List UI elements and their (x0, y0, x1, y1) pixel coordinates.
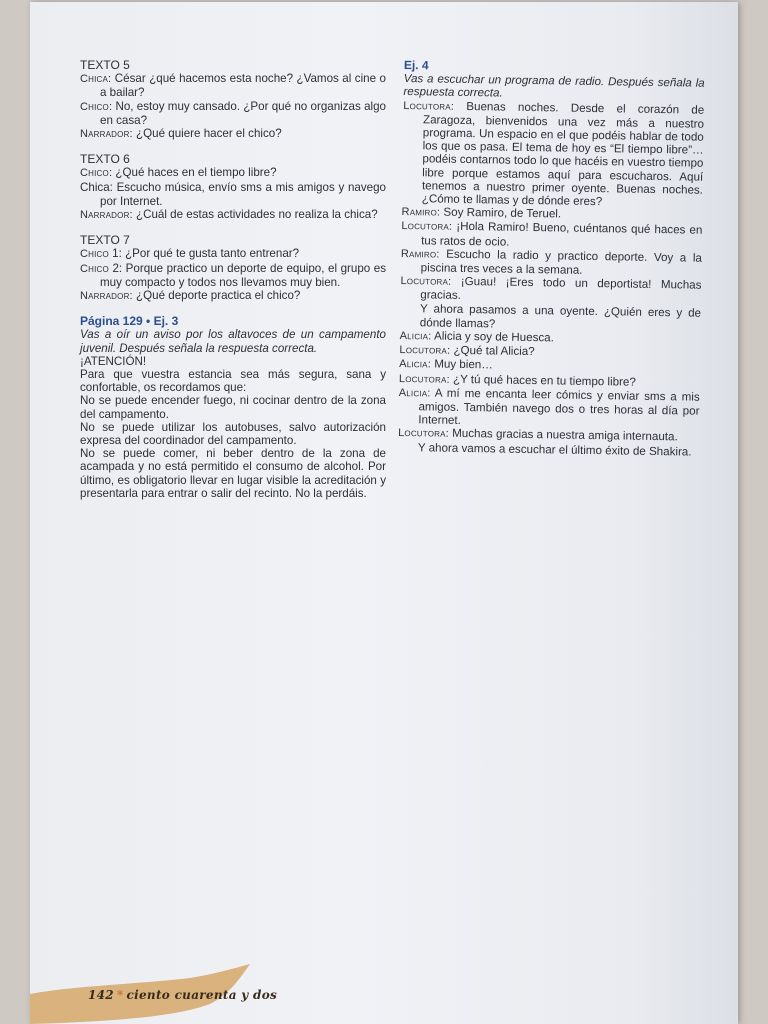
left-column (80, 59, 386, 512)
paragraph: No se puede encender fuego, ni cocinar dentro de la zona del campamento. (80, 394, 386, 421)
line-text: Escucho la radio y practico deporte. Voy a la piscina tres veces a la semana. (420, 247, 703, 277)
texto-6-block (80, 153, 386, 222)
star-icon: * (116, 988, 124, 1002)
pagina-129-block (80, 315, 386, 500)
line-text: Soy Ramiro, de Teruel. (440, 205, 562, 221)
paragraph: No se puede utilizar los autobuses, salvo autorización expresa del coordinador del campamento. (80, 420, 386, 448)
line-text: No, estoy muy cansado. ¿Por qué no organizas algo en casa? (100, 99, 386, 127)
exercise-4-title: Ej. 4 (403, 58, 429, 73)
line-text: Alicia y soy de Huesca. (431, 329, 554, 345)
speaker-label: Chico: (80, 100, 113, 113)
line-text: Buenas noches. Desde el corazón de Zaragoza, bienvenidos una vez más a nuestro programa. Un espacio en el que podéis hablar de todo los que os pasa. El tema de hoy es “El tiempo libre”… podéis contarnos todo lo que hacéis en vuestro tiempo libre porque estamos aquí para escucharos. Aquí tenemos a nuestro primer oyente. Buenas noches. ¿Cómo te llamas y de dónde eres? (421, 99, 705, 209)
dialogue-line (80, 289, 386, 303)
speaker-label: Locutora: (398, 427, 450, 441)
line-text: A mí me encanta leer cómics y enviar sms a mis amigos. También navego dos o tres horas al día por Internet. (418, 386, 700, 428)
line-text: ¡Guau! ¡Eres todo un deportista! Muchas gracias. (420, 275, 702, 303)
line-text: ¿Qué quiere hacer el chico? (132, 127, 282, 141)
dialogue-line (80, 208, 386, 222)
dialogue-line (398, 386, 700, 431)
line-text: ¿Qué deporte practica el chico? (132, 289, 301, 303)
line-text: ¡Hola Ramiro! Bueno, cuéntanos qué haces en tus ratos de ocio. (421, 220, 703, 249)
line-text: Y ahora pasamos a una oyente. ¿Quién eres y de dónde llamas? (419, 301, 702, 331)
dialogue-line (80, 100, 386, 127)
speaker-label: Locutora: (400, 275, 452, 289)
page-footer (88, 988, 277, 1002)
dialogue-line (80, 72, 386, 99)
speaker-label: Ramiro: (400, 247, 440, 261)
texto-5-block (80, 59, 386, 141)
line-text: Chica: Escucho música, envío sms a mis amigos y navego por Internet. (80, 180, 386, 208)
dialogue-line (80, 262, 386, 289)
dialogue-line (80, 166, 386, 180)
line-text: ¿Y tú qué haces en tu tiempo libre? (449, 372, 636, 389)
exercise-4-instruction: Vas a escuchar un programa de radio. Después señala la respuesta correcta. (403, 72, 705, 100)
line-text: Muchas gracias a nuestra amiga internauta. (448, 427, 678, 444)
speaker-label: Locutora: (403, 99, 455, 113)
speaker-label: Alicia: (399, 330, 432, 343)
exercise-3-instruction: Vas a oír un aviso por los altavoces de un campamento juvenil. Después señala la respuesta correcta. (80, 328, 386, 355)
line-text: ¿Qué haces en el tiempo libre? (112, 166, 277, 180)
dialogue-line (80, 127, 386, 141)
line-text: 1: ¿Por qué te gusta tanto entrenar? (108, 247, 300, 261)
speaker-label: Locutora: (401, 220, 453, 234)
dialogue-line (80, 181, 386, 208)
line-text: 2: Porque practico un deporte de equipo, el grupo es muy compacto y todos nos llevamos muy bien. (100, 261, 386, 289)
right-column (398, 59, 705, 460)
speaker-label: Chico (80, 262, 109, 275)
speaker-label: Locutora: (399, 344, 451, 358)
speaker-label: Alicia: (398, 386, 431, 400)
texto-7-block (80, 234, 386, 303)
speaker-label: Chica: (80, 73, 112, 86)
paragraph: No se puede comer, ni beber dentro de la zona de acampada y no está permitido el consumo de alcohol. Por último, es obligatorio llevar en lugar visible la acreditación y presentarla para entrar o salir del recinto. No la perdáis. (80, 447, 386, 500)
texto-7-title: TEXTO 7 (80, 233, 130, 248)
line-text: Muy bien… (430, 357, 493, 372)
dialogue-line (402, 99, 705, 210)
paragraph: ¡ATENCIÓN! (80, 354, 147, 368)
line-text: Y ahora vamos a escuchar el último éxito de Shakira. (417, 440, 692, 459)
dialogue-line (80, 247, 386, 261)
paragraph: Para que vuestra estancia sea más segura, sana y confortable, os recordamos que: (80, 368, 386, 395)
speaker-label: Alicia: (399, 358, 432, 371)
speaker-label: Chico: (80, 167, 113, 180)
speaker-label: Locutora: (398, 372, 450, 386)
page-number: 142 (88, 988, 114, 1002)
texto-6-title: TEXTO 6 (80, 152, 130, 167)
speaker-label: Narrador: (80, 290, 133, 303)
texto-5-title: TEXTO 5 (80, 58, 130, 72)
speaker-label: Narrador: (80, 128, 133, 141)
line-text: ¿Cuál de estas actividades no realiza la chica? (132, 208, 378, 222)
page-number-words: ciento cuarenta y dos (126, 988, 278, 1002)
exercise-3-title: Página 129 • Ej. 3 (80, 314, 179, 329)
line-text: ¿Qué tal Alicia? (450, 344, 535, 359)
speaker-label: Narrador: (80, 209, 133, 222)
line-text: César ¿qué hacemos esta noche? ¿Vamos al cine o a bailar? (100, 72, 386, 100)
speaker-label: Ramiro: (401, 206, 441, 219)
book-page (30, 2, 738, 1024)
speaker-label: Chico (80, 248, 109, 261)
